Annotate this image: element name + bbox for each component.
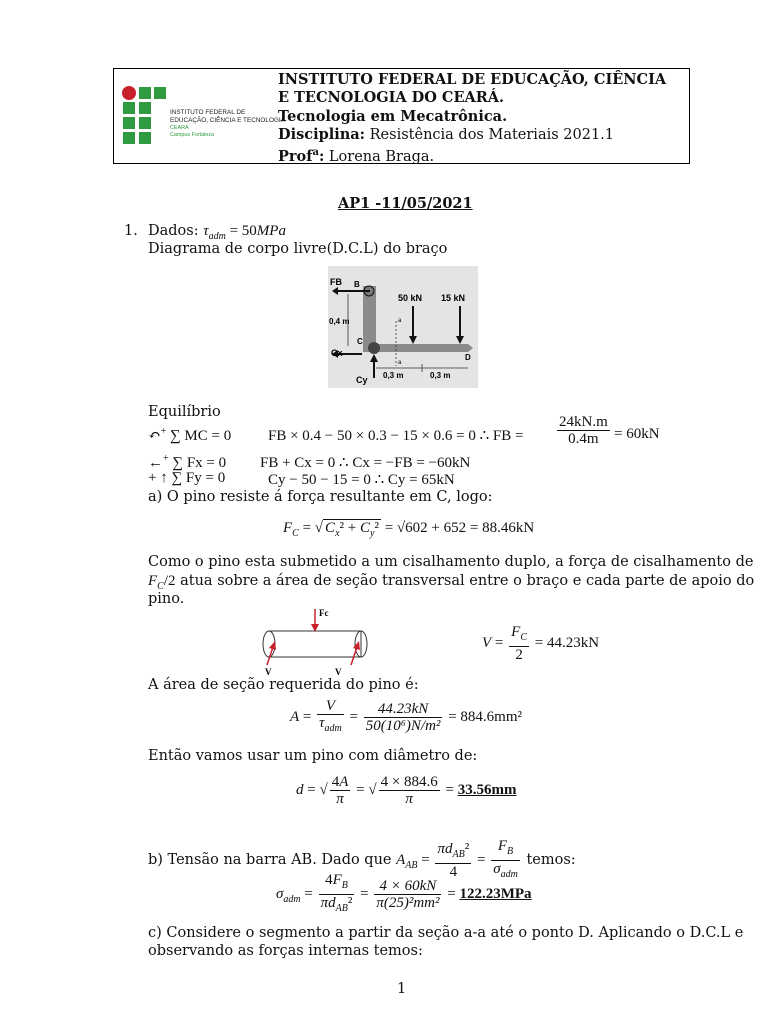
discipline-line [278, 126, 614, 144]
fb-fraction: $\frac{24kN.m}{0.4m}$ [559, 414, 608, 447]
free-body-diagram-figure [328, 266, 478, 388]
part-a-text: a) O pino resiste á força resultante em C, logo: [148, 489, 493, 505]
length-label: 0,4 m [329, 317, 350, 326]
exam-title: AP1 -11/05/2021 [338, 195, 473, 212]
fb-result: = 60kN [614, 426, 660, 442]
part-c-line-1: c) Considere o segmento a partir da seção a-a até o ponto D. Aplicando o D.C.L e [148, 925, 744, 941]
v-equation: V = $\frac{F_C}{2}$ = 44.23kN [482, 624, 600, 663]
svg-text:CEARÁ: CEARÁ [170, 125, 189, 131]
v-right-label: V [335, 667, 342, 677]
fc-equation: $F_C$ = √ $C_x^2 + C_y^2 = √602 + 652 = 88.46kN$ [283, 520, 535, 539]
moment-equation: ↶+ ∑ MC = 0 [148, 426, 232, 444]
load-50-label: 50 kN [398, 293, 423, 303]
stress-result: 122.23MPa [459, 885, 532, 902]
area-text: A área de seção requerida do pino é: [148, 677, 419, 693]
discipline-value: Resistência dos Materiais 2021.1 [369, 127, 615, 143]
professor-label: Prof$^a$: [278, 147, 325, 165]
professor-value: Lorena Braga. [328, 148, 435, 165]
load-15-label: 15 kN [441, 293, 466, 303]
fy-equation: + ↑ ∑ Fy = 0 [148, 470, 226, 486]
institution-line-2: E TECNOLOGIA DO CEARÁ. [278, 89, 505, 106]
dim-1-label: 0,3 m [383, 371, 404, 380]
question-number: 1. [124, 223, 138, 239]
equilibrium-title: Equilíbrio [148, 404, 221, 420]
b-label: B [354, 280, 360, 289]
stress-equation: $\sigma_{adm}$ = $\frac{4F_B}{\pi d_{AB}^2}$ = $\frac{4 \times 60kN}{\text{π(25)²mm²}}$ = 122.23MPa [276, 872, 532, 917]
c-label: C [357, 337, 363, 346]
moment-equation-solution: FB × 0.4 − 50 × 0.3 − 15 × 0.6 = 0 ∴ FB = [268, 428, 524, 444]
cx-label: Cx [331, 348, 343, 358]
fx-equation: ←+ ∑ Fx = 0 [148, 453, 227, 471]
dim-2-label: 0,3 m [430, 371, 451, 380]
pin-shear-figure [255, 605, 375, 681]
d-label: D [465, 353, 471, 362]
svg-text:INSTITUTO FEDERAL DE: INSTITUTO FEDERAL DE [170, 109, 246, 116]
shear-paragraph-line-1: Como o pino esta submetido a um cisalhamento duplo, a força de cisalhamento de [148, 554, 754, 570]
a-top-label: a [398, 318, 402, 324]
diameter-text: Então vamos usar um pino com diâmetro de: [148, 748, 478, 764]
v-left-label: V [265, 667, 272, 677]
fx-equation-solution: FB + Cx = 0 ∴ Cx = −FB = −60kN [260, 455, 471, 471]
institution-line-1: INSTITUTO FEDERAL DE EDUCAÇÃO, CIÊNCIA [278, 71, 667, 88]
course-line: Tecnologia em Mecatrônica. [278, 108, 508, 125]
diameter-result: 33.56mm [457, 781, 517, 798]
page-number: 1 [397, 981, 407, 997]
institution-logo [120, 84, 285, 146]
professor-line [278, 144, 434, 166]
part-b-text: b) Tensão na barra AB. Dado que $A_{AB}$ = $\frac{\pi d_{AB}^2}{4}$ = $\frac{F_B}{\sigma_{adm}}$ temos: [148, 838, 576, 883]
discipline-label: Disciplina: [278, 126, 366, 143]
dcl-title: Diagrama de corpo livre(D.C.L) do braço [148, 241, 448, 257]
a-bottom-label: a [398, 360, 402, 366]
tau-adm-formula: $\tau_{adm} = 50MPa$ [203, 223, 286, 242]
part-c-line-2: observando as forças internas temos: [148, 943, 423, 959]
fy-equation-solution: Cy − 50 − 15 = 0 ∴ Cy = 65kN [268, 472, 455, 488]
cy-label: Cy [356, 375, 368, 385]
fc-label: Fc [319, 608, 329, 618]
data-label: Dados: [148, 223, 199, 239]
svg-text:EDUCAÇÃO, CIÊNCIA E TECNOLOGIA: EDUCAÇÃO, CIÊNCIA E TECNOLOGIA [170, 117, 285, 124]
diameter-equation: d = √ $\frac{4A}{\pi}$ = √ $\frac{4 \times 884.6}{\pi}$ = 33.56mm [296, 774, 517, 807]
shear-paragraph-line-2: $F_C/2$ atua sobre a área de seção transversal entre o braço e cada parte de apoio do [148, 573, 755, 592]
svg-text:Campus Fortaleza: Campus Fortaleza [170, 132, 215, 138]
fb-label: FB [330, 277, 342, 287]
area-equation: A = $\frac{V}{\tau_{adm}}$ = $\frac{44.23kN}{\text{50(10⁶)N/m²}}$ = 884.6mm² [290, 698, 522, 737]
shear-paragraph-line-3: pino. [148, 591, 185, 607]
